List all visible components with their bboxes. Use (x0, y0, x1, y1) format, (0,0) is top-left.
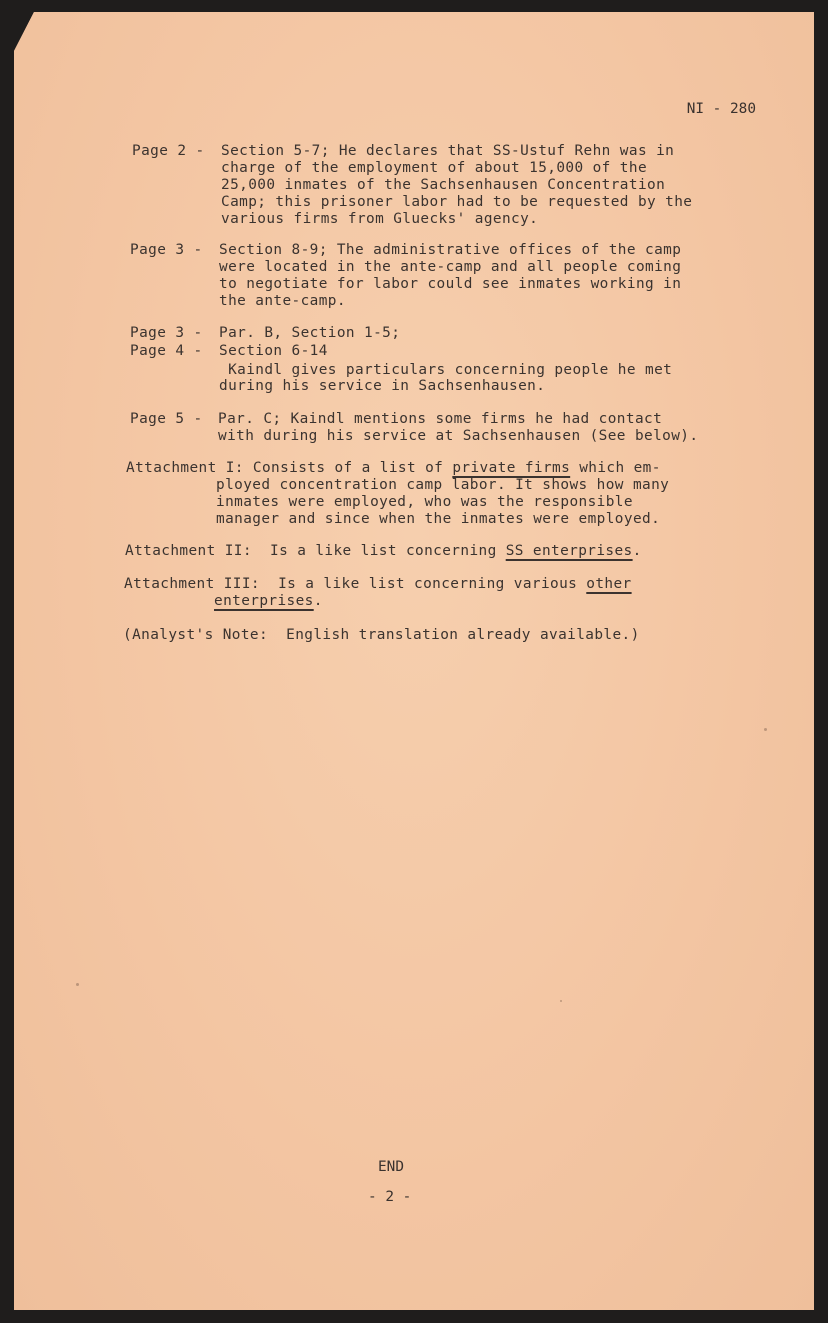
entry-text: were located in the ante-camp and all people coming (219, 259, 682, 275)
entry-label: Page 5 - (130, 411, 212, 427)
entry-text: Section 8-9; The administrative offices of the camp (219, 242, 682, 258)
attachment-label: Attachment III: (124, 576, 260, 592)
entry-text: with during his service at Sachsenhausen (See below). (218, 428, 699, 444)
underlined-term: enterprises (214, 593, 314, 609)
attachment-text: ployed concentration camp labor. It shows how many (216, 477, 670, 493)
paper-speck (560, 1000, 562, 1002)
paper-speck (764, 728, 767, 731)
entry-label: Page 3 - (130, 325, 212, 341)
entry-text: to negotiate for labor could see inmates working in (219, 276, 682, 292)
entry-text: charge of the employment of about 15,000 of the (221, 160, 648, 176)
underlined-term: SS enterprises (505, 543, 633, 559)
entry-text: Kaindl gives particulars concerning people he met (219, 362, 673, 378)
entry-text: Par. B, Section 1-5; (219, 325, 401, 341)
entry-text: during his service in Sachsenhausen. (219, 378, 546, 394)
analyst-note: (Analyst's Note: English translation already available.) (123, 627, 640, 643)
end-marker: END (378, 1159, 404, 1175)
attachment-text: manager and since when the inmates were employed. (216, 511, 661, 527)
entry-label: Page 3 - (130, 242, 212, 258)
entry-text: various firms from Gluecks' agency. (221, 211, 539, 227)
attachment-text: enterprises. (214, 593, 323, 609)
paper-speck (76, 983, 79, 986)
entry-text: the ante-camp. (219, 293, 346, 309)
entry-text: Section 5-7; He declares that SS-Ustuf Rehn was in (221, 143, 675, 159)
entry-text: Section 6-14 (219, 343, 328, 359)
page-number: - 2 - (368, 1189, 412, 1205)
underlined-term: other (586, 576, 632, 592)
attachment-text: inmates were employed, who was the responsible (216, 494, 633, 510)
document-id: NI - 280 (686, 101, 756, 117)
entry-label: Page 2 - (132, 143, 214, 159)
entry-label: Page 4 - (130, 343, 212, 359)
attachment-line: Attachment II: Is a like list concerning SS enterprises. (125, 543, 642, 559)
underlined-term: private firms (452, 460, 571, 476)
entry-text: Camp; this prisoner labor had to be requested by the (221, 194, 693, 210)
attachment-line: Attachment III: Is a like list concerning various other (124, 576, 632, 592)
attachment-label: Attachment I: Consists of a list of private firms which em- (126, 460, 661, 476)
entry-text: Par. C; Kaindl mentions some firms he had contact (218, 411, 663, 427)
entry-text: 25,000 inmates of the Sachsenhausen Concentration (221, 177, 666, 193)
attachment-label: Attachment II: (125, 543, 252, 559)
